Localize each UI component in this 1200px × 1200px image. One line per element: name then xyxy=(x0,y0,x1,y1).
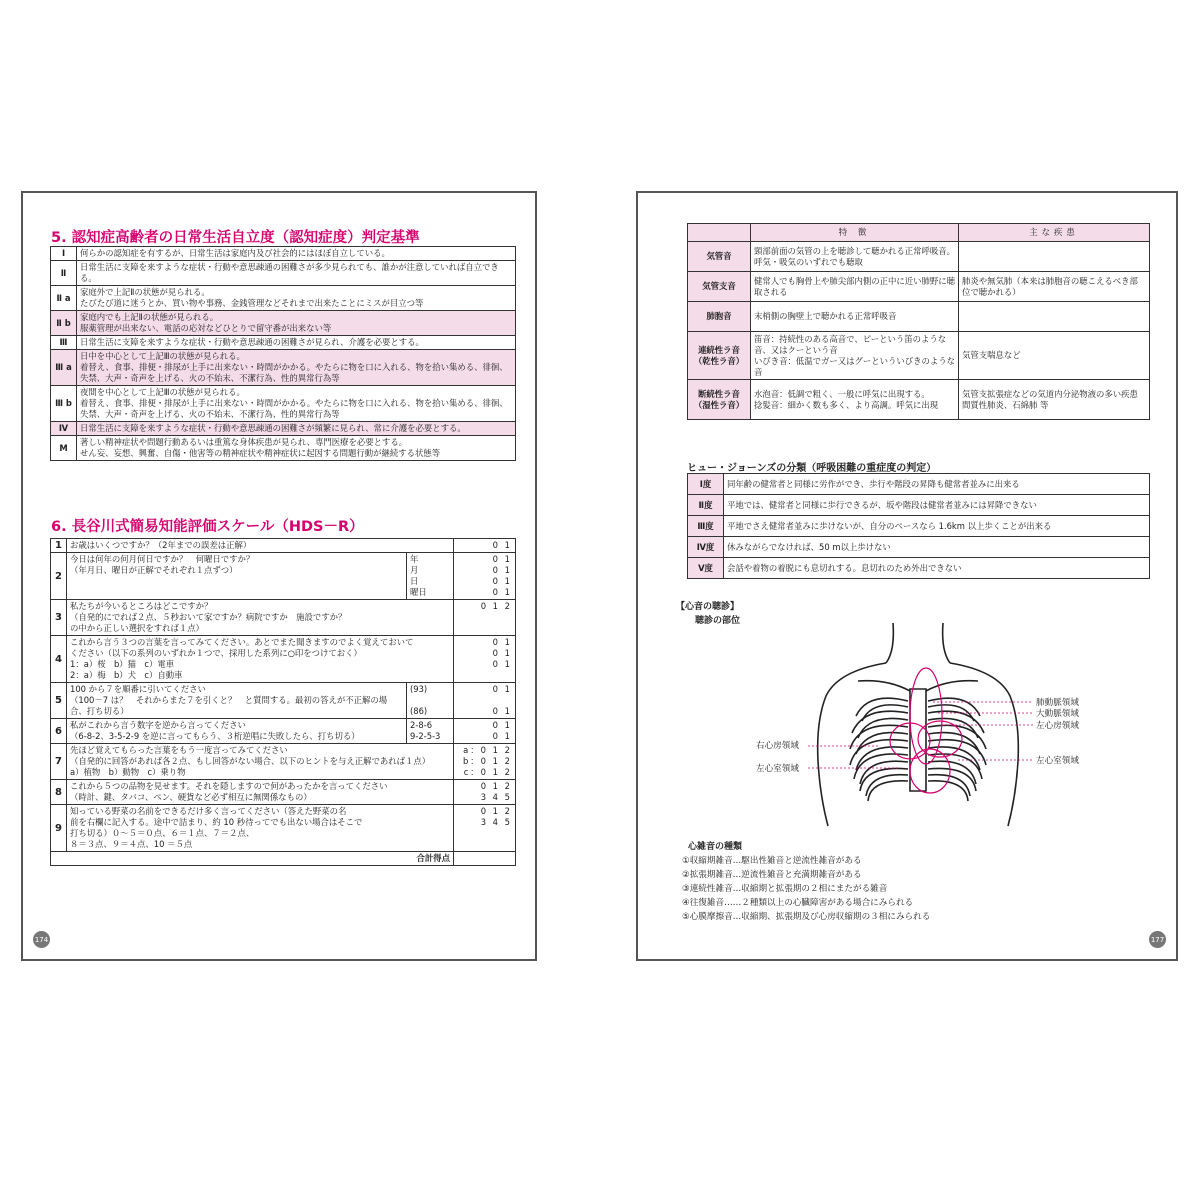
hds-total-label: 合計得点 xyxy=(51,852,454,866)
hugh-jones-description: 休みながらでなければ、50 m以上歩けない xyxy=(724,537,1150,558)
hds-sub-item: 年 月 日 曜日 xyxy=(407,553,454,600)
dementia-level: Ⅱ b xyxy=(51,311,77,336)
dementia-row xyxy=(51,350,516,386)
hugh-jones-level: Ⅱ度 xyxy=(688,495,724,516)
dementia-level: Ⅱ a xyxy=(51,286,77,311)
dementia-table xyxy=(50,246,516,461)
label-aortic: 大動脈領域 xyxy=(1036,709,1079,719)
dementia-row xyxy=(51,336,516,350)
hds-sub-item: (93) (86) xyxy=(407,683,454,719)
hds-row xyxy=(51,600,516,636)
sound-name: 断続性ラ音 （湿性ラ音） xyxy=(688,380,751,420)
hds-question: これから言う３つの言葉を言ってみてください。あとでまた聞きますのでよく覚えておいて ください（以下の系列のいずれか１つで、採用した系列に○印をつけておく） 1：a）桜 b）猫 c）電車 2：a）梅 b）犬 c）自動車 xyxy=(67,636,454,683)
label-pulmonary: 肺動脈領域 xyxy=(1036,698,1079,708)
breath-sound-row xyxy=(688,242,1150,272)
sound-feature: 頸部前面の気管の上を聴診して聴かれる正常呼吸音。呼気・吸気のいずれでも聴取 xyxy=(751,242,959,272)
breath-sound-row xyxy=(688,332,1150,380)
hds-row xyxy=(51,553,516,600)
hds-total-value[interactable] xyxy=(454,852,516,866)
disease-header: 主な疾患 xyxy=(959,224,1150,242)
murmur-item: ③連続性雑音…収縮期と拡張期の２相にまたがる雑音 xyxy=(682,884,888,894)
dementia-description: 日中を中心として上記Ⅲの状態が見られる。 着替え、食事、排便・排尿が上手に出来ない・時間がかかる。やたらに物を口に入れる、物を拾い集める、徘徊、失禁、大声・奇声を上げる、火の不始末、不潔行為、性的異常行為等 xyxy=(77,350,516,386)
hugh-jones-row xyxy=(688,495,1150,516)
hds-row xyxy=(51,805,516,852)
dementia-level: Ⅱ xyxy=(51,261,77,286)
hds-question: お歳はいくつですか？（2年までの誤差は正解） xyxy=(67,539,454,553)
hds-question: 知っている野菜の名前をできるだけ多く言ってください（答えた野菜の名 前を右欄に記入する。途中で詰まり、約 10 秒待ってでも出ない場合はそこで 打ち切る）０～５＝０点、６＝１点、７＝２点、 ８＝３点、９＝４点、10 ＝５点 xyxy=(67,805,454,852)
hugh-jones-row xyxy=(688,516,1150,537)
sound-disease: 肺炎や無気肺（本来は肺胞音の聴こえるべき部位で聴かれる） xyxy=(959,272,1150,302)
sound-disease: 気管支拡張症などの気道内分泌物液の多い疾患 間質性肺炎、石綿肺 等 xyxy=(959,380,1150,420)
breath-sound-row xyxy=(688,302,1150,332)
hds-table xyxy=(50,538,516,866)
hds-row xyxy=(51,636,516,683)
dementia-description: 何らかの認知症を有するが、日常生活は家庭内及び社会的にはほぼ自立している。 xyxy=(77,247,516,261)
breath-sound-row xyxy=(688,272,1150,302)
murmur-item: ⑤心膜摩擦音…収縮期、拡張期及び心房収縮期の３相にみられる xyxy=(682,912,931,922)
hds-number: 4 xyxy=(51,636,67,683)
sound-feature: 健常人でも胸骨上や肺尖部内側の正中に近い肺野に聴取される xyxy=(751,272,959,302)
dementia-row xyxy=(51,422,516,436)
hds-question: 先ほど覚えてもらった言葉をもう一度言ってみてください （自発的に回答があれば各２点、もし回答がない場合、以下のヒントを与え正解であれば１点） a）植物 b）動物 c）乗り物 xyxy=(67,744,454,780)
section6-title: 6. 長谷川式簡易知能評価スケール（HDS－R） xyxy=(51,519,364,535)
hds-score: 0 1 xyxy=(454,539,516,553)
hds-number: 7 xyxy=(51,744,67,780)
page-number-right: 177 xyxy=(1149,931,1166,948)
hds-question: 100 から７を順番に引いてください （100－7 は？ それからまた７を引くと？ と質問する。最初の答えが不正解の場 合、打ち切る） xyxy=(67,683,407,719)
murmur-item: ④往復雑音……２種類以上の心臓障害がある場合にみられる xyxy=(682,898,914,908)
section5-title: 5. 認知症高齢者の日常生活自立度（認知症度）判定基準 xyxy=(51,230,420,246)
hugh-jones-title: ヒュー・ジョーンズの分類（呼吸困難の重症度の判定） xyxy=(687,463,937,474)
hds-total-row xyxy=(51,852,516,866)
hds-sub-item: 2-8-6 9-2-5-3 xyxy=(407,719,454,744)
dementia-level: M xyxy=(51,436,77,461)
hugh-jones-description: 平地では、健常者と同様に歩行できるが、坂や階段は健常者並みには昇降できない xyxy=(724,495,1150,516)
dementia-row xyxy=(51,436,516,461)
dementia-row xyxy=(51,286,516,311)
breath-sound-row xyxy=(688,380,1150,420)
hds-question: これから５つの品物を見せます。それを隠しますので何があったかを言ってください （時計、鍵、タバコ、ペン、硬貨など必ず相互に無関係なもの） xyxy=(67,780,454,805)
dementia-row xyxy=(51,247,516,261)
hds-score: 0 1 0 1 0 1 0 1 xyxy=(454,553,516,600)
sound-name: 気管支音 xyxy=(688,272,751,302)
hugh-jones-level: Ⅳ度 xyxy=(688,537,724,558)
label-left-atrium: 左心房領域 xyxy=(1036,721,1079,731)
dementia-level: Ⅲ xyxy=(51,336,77,350)
hugh-jones-description: 同年齢の健常者と同様に労作ができ、歩行や階段の昇降も健常者並みに出来る xyxy=(724,474,1150,495)
hds-number: 6 xyxy=(51,719,67,744)
hds-score: a：0 1 2 b：0 1 2 c：0 1 2 xyxy=(454,744,516,780)
hds-question: 私がこれから言う数字を逆から言ってください （6-8-2、3-5-2-9 を逆に言ってもらう、３桁逆唱に失敗したら、打ち切る） xyxy=(67,719,407,744)
hds-row xyxy=(51,719,516,744)
dementia-row xyxy=(51,261,516,286)
heart-subtitle: 聴診の部位 xyxy=(695,616,741,626)
sound-name: 肺胞音 xyxy=(688,302,751,332)
hds-number: 8 xyxy=(51,780,67,805)
sound-disease xyxy=(959,242,1150,272)
hds-score: 0 1 0 1 0 1 xyxy=(454,636,516,683)
dementia-description: 著しい精神症状や問題行動あるいは重篤な身体疾患が見られ、専門医療を必要とする。 せん妄、妄想、興奮、自傷・他害等の精神症状や精神症状に起因する問題行動が継続する状態等 xyxy=(77,436,516,461)
dementia-description: 夜間を中心として上記Ⅲの状態が見られる。 着替え、食事、排便・排尿が上手に出来ない・時間がかかる。やたらに物を口に入れる、物を拾い集める、徘徊、失禁、大声・奇声を上げる、火の不始末、不潔行為、性的異常行為等 xyxy=(77,386,516,422)
breath-sound-table xyxy=(687,223,1150,420)
hds-score: 0 1 2 3 4 5 xyxy=(454,780,516,805)
murmur-title: 心雑音の種類 xyxy=(688,842,743,852)
sound-feature: 末梢側の胸壁上で聴かれる正常呼吸音 xyxy=(751,302,959,332)
sound-name: 連続性ラ音 （乾性ラ音） xyxy=(688,332,751,380)
hds-number: 5 xyxy=(51,683,67,719)
hds-score: 0 1 2 xyxy=(454,600,516,636)
right-page xyxy=(636,191,1178,961)
label-left-ventricle-right: 左心室領域 xyxy=(1036,756,1079,766)
hds-score: 0 1 0 1 xyxy=(454,719,516,744)
murmur-item: ②拡張期雑音…逆流性雑音と充満期雑音がある xyxy=(682,870,862,880)
sound-feature: 笛音：持続性のある高音で、ピーという笛のような音、又はクーという音 いびき音：低温でガー又はグーといういびきのような音 xyxy=(751,332,959,380)
hds-number: 3 xyxy=(51,600,67,636)
murmur-list xyxy=(682,854,930,924)
hds-row xyxy=(51,683,516,719)
hds-number: 1 xyxy=(51,539,67,553)
hugh-jones-row xyxy=(688,537,1150,558)
hds-row xyxy=(51,539,516,553)
hds-number: 2 xyxy=(51,553,67,600)
dementia-level: Ⅰ xyxy=(51,247,77,261)
hds-row xyxy=(51,780,516,805)
dementia-description: 日常生活に支障を来すような症状・行動や意思疎通の困難さが頻繁に見られ、常に介護を必要とする。 xyxy=(77,422,516,436)
label-left-ventricle-left: 左心室領域 xyxy=(756,764,799,774)
hugh-jones-level: Ⅲ度 xyxy=(688,516,724,537)
dementia-description: 日常生活に支障を来すような症状・行動や意思疎通の困難さが多少見られても、誰かが注意していれば自立できる。 xyxy=(77,261,516,286)
dementia-level: Ⅳ xyxy=(51,422,77,436)
hugh-jones-level: Ⅰ度 xyxy=(688,474,724,495)
dementia-level: Ⅲ a xyxy=(51,350,77,386)
dementia-row xyxy=(51,386,516,422)
sound-disease xyxy=(959,302,1150,332)
heart-title: 【心音の聴診】 xyxy=(676,602,740,612)
hugh-jones-description: 平地でさえ健常者並みに歩けないが、自分のペースなら 1.6km 以上歩くことが出来る xyxy=(724,516,1150,537)
sound-feature: 水泡音：低調で粗く、一般に呼気に出現する。 捻髪音：細かく数も多く、より高調。呼気に出現 xyxy=(751,380,959,420)
hugh-jones-table xyxy=(687,473,1150,579)
dementia-description: 日常生活に支障を来すような症状・行動や意思疎通の困難さが見られ、介護を必要とする。 xyxy=(77,336,516,350)
leader-lines xyxy=(808,693,1038,783)
murmur-item: ①収縮期雑音…駆出性雑音と逆流性雑音がある xyxy=(682,856,862,866)
hds-score: 0 1 0 1 xyxy=(454,683,516,719)
hds-number: 9 xyxy=(51,805,67,852)
hds-score: 0 1 2 3 4 5 xyxy=(454,805,516,852)
sound-disease: 気管支喘息など xyxy=(959,332,1150,380)
hds-row xyxy=(51,744,516,780)
hugh-jones-description: 会話や着物の着脱にも息切れする。息切れのため外出できない xyxy=(724,558,1150,579)
hugh-jones-row xyxy=(688,558,1150,579)
label-right-atrium: 右心房領域 xyxy=(756,741,799,751)
sound-name: 気管音 xyxy=(688,242,751,272)
dementia-description: 家庭内でも上記Ⅱの状態が見られる。 服薬管理が出来ない、電話の応対などひとりで留守番が出来ない等 xyxy=(77,311,516,336)
hds-question: 私たちが今いるところはどこですか？ （自発的にでれば２点、５秒おいて家ですか？病院ですか 施設ですか？ の中から正しい選択をすれば１点） xyxy=(67,600,454,636)
feature-header: 特 徴 xyxy=(751,224,959,242)
hugh-jones-row xyxy=(688,474,1150,495)
left-page xyxy=(21,191,537,961)
hds-question: 今日は何年の何月何日ですか？ 何曜日ですか？ （年月日、曜日が正解でそれぞれ１点ずつ） xyxy=(67,553,407,600)
dementia-level: Ⅲ b xyxy=(51,386,77,422)
dementia-row xyxy=(51,311,516,336)
page-number-left: 174 xyxy=(33,931,50,948)
hugh-jones-level: Ⅴ度 xyxy=(688,558,724,579)
dementia-description: 家庭外で上記Ⅱの状態が見られる。 たびたび道に迷うとか、買い物や事務、金銭管理などそれまで出来たことにミスが目立つ等 xyxy=(77,286,516,311)
